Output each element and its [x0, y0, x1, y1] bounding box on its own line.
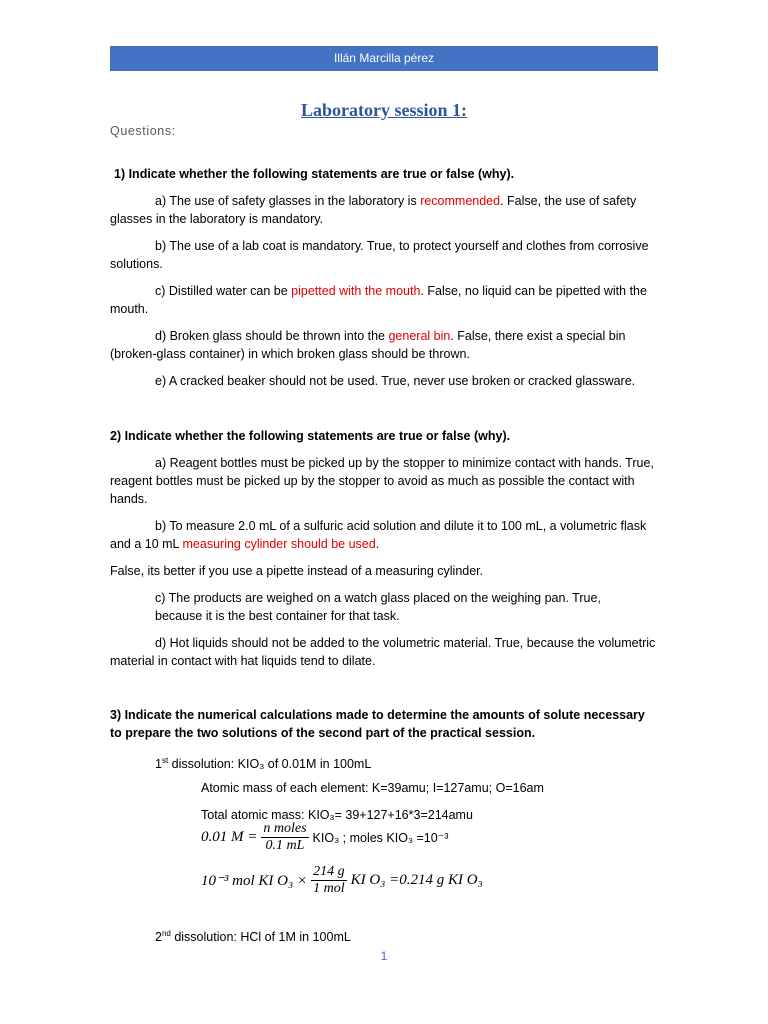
q3-atomic-mass: Atomic mass of each element: K=39amu; I=127amu; O=16am	[201, 780, 544, 795]
q2-item-a: a) Reagent bottles must be picked up by the stopper to minimize contact with hands. True, reagent bottles must be picked up by the stopper to avoid as much as possible the contact with hands.	[110, 455, 654, 506]
equation-mass-rhs: KI O₃ =0.214 g KI O₃	[350, 872, 483, 888]
equation-molarity-fraction: $\frac{\text{n moles}}{0.1 mL}$	[263, 821, 307, 853]
equation-molarity-rhs: KIO₃ ; moles KIO₃ =10⁻³	[312, 831, 449, 845]
equation-molarity	[201, 821, 448, 854]
page-title: Laboratory session 1:	[301, 100, 467, 120]
equation-mass-fraction: $\frac{214 g}{\text{1 mol}}$	[313, 864, 345, 896]
equation-molarity-lhs: 0.01 M =	[201, 829, 258, 845]
q1-heading: 1) Indicate whether the following statements are true or false (why).	[114, 166, 515, 181]
q2-item-c: c) The products are weighed on a watch glass placed on the weighing pan. True, because it is the best container for that task.	[155, 590, 601, 623]
q1-item-a: a) The use of safety glasses in the laboratory is recommended. False, the use of safety glasses in the laboratory is mandatory.	[110, 193, 637, 226]
q2-item-b-answer: False, its better if you use a pipette instead of a measuring cylinder.	[110, 563, 484, 578]
q1-item-d: d) Broken glass should be thrown into the general bin. False, there exist a special bin (broken-glass container) in which broken glass should be thrown.	[110, 328, 626, 361]
equation-mass	[201, 864, 483, 897]
equation-mass-lhs: 10⁻³ mol KI O₃ ×	[201, 873, 308, 889]
q3-dissolution-1: 1st dissolution: KIO₃ of 0.01M in 100mL	[155, 755, 372, 771]
page-number: 1	[380, 949, 388, 963]
q2-item-d: d) Hot liquids should not be added to the volumetric material. True, because the volumetric material in contact with hat liquids tend to dilate.	[110, 635, 656, 668]
q2-heading: 2) Indicate whether the following statements are true or false (why).	[110, 428, 511, 443]
q1-item-b: b) The use of a lab coat is mandatory. True, to protect yourself and clothes from corrosive solutions.	[110, 238, 649, 271]
questions-label: Questions:	[110, 124, 176, 138]
q3-heading: 3) Indicate the numerical calculations made to determine the amounts of solute necessary to prepare the two solutions of the second part of the practical session.	[110, 707, 645, 740]
q3-dissolution-2: 2nd dissolution: HCl of 1M in 100mL	[155, 928, 351, 944]
q1-item-e: e) A cracked beaker should not be used. True, never use broken or cracked glassware.	[155, 373, 636, 388]
q3-total-mass: Total atomic mass: KIO₃= 39+127+16*3=214amu	[201, 807, 473, 822]
q1-item-c: c) Distilled water can be pipetted with the mouth. False, no liquid can be pipetted with the mouth.	[110, 283, 647, 316]
q2-item-b: b) To measure 2.0 mL of a sulfuric acid solution and dilute it to 100 mL, a volumetric flask and a 10 mL measuring cylinder should be used.	[110, 518, 647, 551]
header-author: Illán Marcilla pérez	[110, 46, 658, 71]
